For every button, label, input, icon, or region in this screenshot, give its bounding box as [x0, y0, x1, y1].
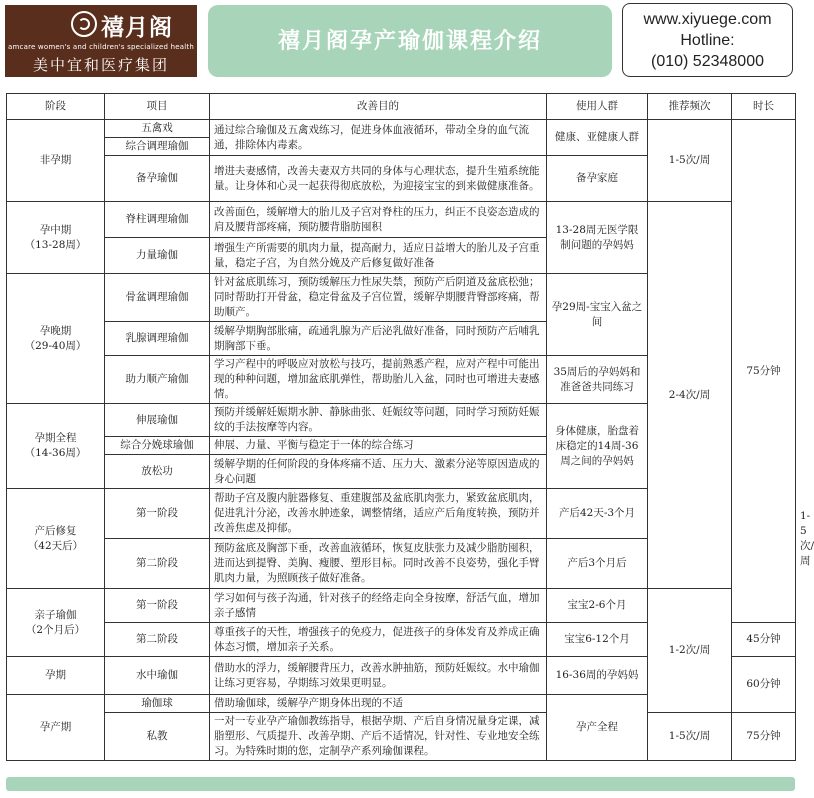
- purpose-cell: 缓解孕期的任何阶段的身体疼痛不适、压力大、激素分泌等原因造成的身心问题: [210, 455, 547, 489]
- purpose-cell: 增进夫妻感情，改善夫妻双方共同的身体与心理状态，提升生殖系统能量。让身体和心灵一起获得彻底放松，为迎接宝宝的到来做健康准备。: [210, 156, 547, 202]
- duration-cell: 75分钟: [732, 713, 796, 761]
- duration-cell: 75分钟: [732, 120, 796, 623]
- frequency-cell: 1-5次/周: [648, 120, 732, 202]
- purpose-cell: 预防并缓解妊娠期水肿、静脉曲张、妊娠纹等问题，同时学习预防妊娠纹的手法按摩等内容。: [210, 404, 547, 437]
- table-row: 产后修复 （42天后） 第一阶段 帮助子宫及腹内脏器修复、重建腹部及盆底肌肉张力，紧致盆底肌肉，促进乳汁分泌，改善水肿迹象，调整情绪，适应产后角度转换，预防并改善焦虑及抑郁。 产后42天-3个月 1-5次/周: [7, 489, 796, 539]
- table-row: [7, 589, 796, 623]
- stage-cell: 非孕期: [7, 120, 105, 202]
- duration-cell: 45分钟: [732, 623, 796, 657]
- purpose-cell: 尊重孩子的天性，增强孩子的免疫力，促进孩子的身体发育及养成正确体态习惯，增加亲子关系。: [210, 623, 547, 657]
- website-link[interactable]: www.xiyuege.com: [643, 11, 772, 28]
- users-cell: 健康、亚健康人群: [547, 120, 648, 156]
- footer-bar: [6, 777, 795, 791]
- purpose-cell: 针对盆底肌练习，预防缓解压力性尿失禁，预防产后阴道及盆底松弛；同时帮助打开骨盆，稳定骨盆及子宫位置，缓解孕期腰背臀部疼痛，帮助顺产。: [210, 274, 547, 322]
- item-cell: 伸展瑜伽: [105, 404, 210, 437]
- stage-cell: 产后修复 （42天后）: [7, 489, 105, 589]
- users-cell: 孕29周-宝宝入盆之间: [547, 274, 648, 356]
- purpose-cell: 学习如何与孩子沟通，针对孩子的经络走向全身按摩，舒活气血，增加亲子感情: [210, 589, 547, 623]
- item-cell: 五禽戏: [105, 120, 210, 138]
- contact-box: [622, 3, 793, 77]
- header-purpose: 改善目的: [210, 94, 547, 120]
- item-cell: 乳腺调理瑜伽: [105, 322, 210, 356]
- purpose-cell: 缓解孕期胸部胀痛，疏通乳腺为产后泌乳做好准备，同时预防产后哺乳期胸部下垂。: [210, 322, 547, 356]
- item-cell: 助力顺产瑜伽: [105, 356, 210, 404]
- frequency-cell: 2-4次/周: [648, 202, 732, 589]
- purpose-cell: 预防盆底及胸部下垂，改善血液循环，恢复皮肤张力及减少脂肪囤积，进而达到提臀、美胸、瘦腰、塑形目标。同时改善不良姿势，强化手臂肌肉力量，为照顾孩子做好准备。: [210, 539, 547, 589]
- users-cell: 产后3个月后: [547, 539, 648, 589]
- purpose-cell: 学习产程中的呼吸应对放松与技巧，提前熟悉产程，应对产程中可能出现的种种问题，增加盆底肌弹性，帮助胎儿入盆，同时也可增进夫妻感情。: [210, 356, 547, 404]
- users-cell: 产后42天-3个月: [547, 489, 648, 539]
- page-title: 禧月阁孕产瑜伽课程介绍: [208, 5, 612, 77]
- purpose-cell: 借助水的浮力，缓解腰背压力，改善水肿抽筋，预防妊娠纹。水中瑜伽让练习更容易，孕期练习效果更明显。: [210, 657, 547, 695]
- header-item: 项目: [105, 94, 210, 120]
- purpose-cell: 伸展、力量、平衡与稳定于一体的综合练习: [210, 437, 547, 455]
- logo-subtitle: amcare women's and children's specialized health: [8, 43, 194, 51]
- duration-cell: 60分钟: [732, 657, 796, 713]
- users-cell: 身体健康，胎盘着床稳定的14周-36周之间的孕妈妈: [547, 404, 648, 489]
- frequency-cell: 1-5次/周: [648, 713, 732, 761]
- frequency-cell: 1-2次/周: [648, 589, 732, 713]
- stage-cell: 孕期全程 （14-36周）: [7, 404, 105, 489]
- purpose-cell: 一对一专业孕产瑜伽教练指导，根据孕期、产后自身情况量身定课，减脂塑形、气质提升、改善孕期、产后不适情况，针对性、专业地安全练习。为特殊时期的您，定制孕产系列瑜伽课程。: [210, 713, 547, 761]
- stage-cell: 孕晚期 （29-40周）: [7, 274, 105, 404]
- item-cell: 综合调理瑜伽: [105, 138, 210, 156]
- header-stage: 阶段: [7, 94, 105, 120]
- item-cell: 力量瑜伽: [105, 238, 210, 274]
- purpose-cell: 增强生产所需要的肌肉力量，提高耐力，适应日益增大的胎儿及子宫重量，稳定子宫，为自然分娩及产后修复做好准备: [210, 238, 547, 274]
- table-row: [7, 120, 796, 138]
- logo-emblem-icon: [71, 11, 97, 37]
- purpose-cell: 改善面色，缓解增大的胎儿及子宫对脊柱的压力，纠正不良姿态造成的肩及腰背部疼痛，预防腰背脂肪囤积: [210, 202, 547, 238]
- hotline-label: Hotline:: [680, 32, 735, 49]
- item-cell: 备孕瑜伽: [105, 156, 210, 202]
- item-cell: 第二阶段: [105, 623, 210, 657]
- users-cell: 35周后的孕妈妈和准爸爸共同练习: [547, 356, 648, 404]
- stage-cell: 孕产期: [7, 695, 105, 761]
- table-row: [7, 202, 796, 238]
- item-cell: 私教: [105, 713, 210, 761]
- item-cell: 瑜伽球: [105, 695, 210, 713]
- logo-group-name: 美中宜和医疗集团: [32, 56, 169, 74]
- item-cell: 骨盆调理瑜伽: [105, 274, 210, 322]
- purpose-cell: 帮助子宫及腹内脏器修复、重建腹部及盆底肌肉张力，紧致盆底肌肉，促进乳汁分泌，改善水肿迹象，调整情绪，适应产后角度转换，预防并改善焦虑及抑郁。: [210, 489, 547, 539]
- users-cell: 孕产全程: [547, 695, 648, 761]
- purpose-cell: 借助瑜伽球，缓解孕产期身体出现的不适: [210, 695, 547, 713]
- item-cell: 第二阶段: [105, 539, 210, 589]
- item-cell: 放松功: [105, 455, 210, 489]
- users-cell: 16-36周的孕妈妈: [547, 657, 648, 695]
- users-cell: 13-28周无医学限制问题的孕妈妈: [547, 202, 648, 274]
- users-cell: 宝宝2-6个月: [547, 589, 648, 623]
- logo-brand-text: 禧月阁: [101, 14, 173, 41]
- stage-cell: 孕期: [7, 657, 105, 695]
- brand-logo: [5, 5, 197, 77]
- header-duration: 时长: [732, 94, 796, 120]
- item-cell: 第一阶段: [105, 489, 210, 539]
- table-header-row: [7, 94, 796, 120]
- item-cell: 水中瑜伽: [105, 657, 210, 695]
- users-cell: 宝宝6-12个月: [547, 623, 648, 657]
- item-cell: 第一阶段: [105, 589, 210, 623]
- header-users: 使用人群: [547, 94, 648, 120]
- stage-cell: 孕中期 （13-28周）: [7, 202, 105, 274]
- header-frequency: 推荐频次: [648, 94, 732, 120]
- course-table: [6, 93, 814, 761]
- item-cell: 脊柱调理瑜伽: [105, 202, 210, 238]
- table-row: [7, 713, 796, 761]
- users-cell: 备孕家庭: [547, 156, 648, 202]
- item-cell: 综合分娩球瑜伽: [105, 437, 210, 455]
- stage-cell: 亲子瑜伽 （2个月后）: [7, 589, 105, 657]
- purpose-cell: 通过综合瑜伽及五禽戏练习，促进身体血液循环，带动全身的血气流通，排除体内毒素。: [210, 120, 547, 156]
- phone-number[interactable]: (010) 52348000: [651, 53, 764, 70]
